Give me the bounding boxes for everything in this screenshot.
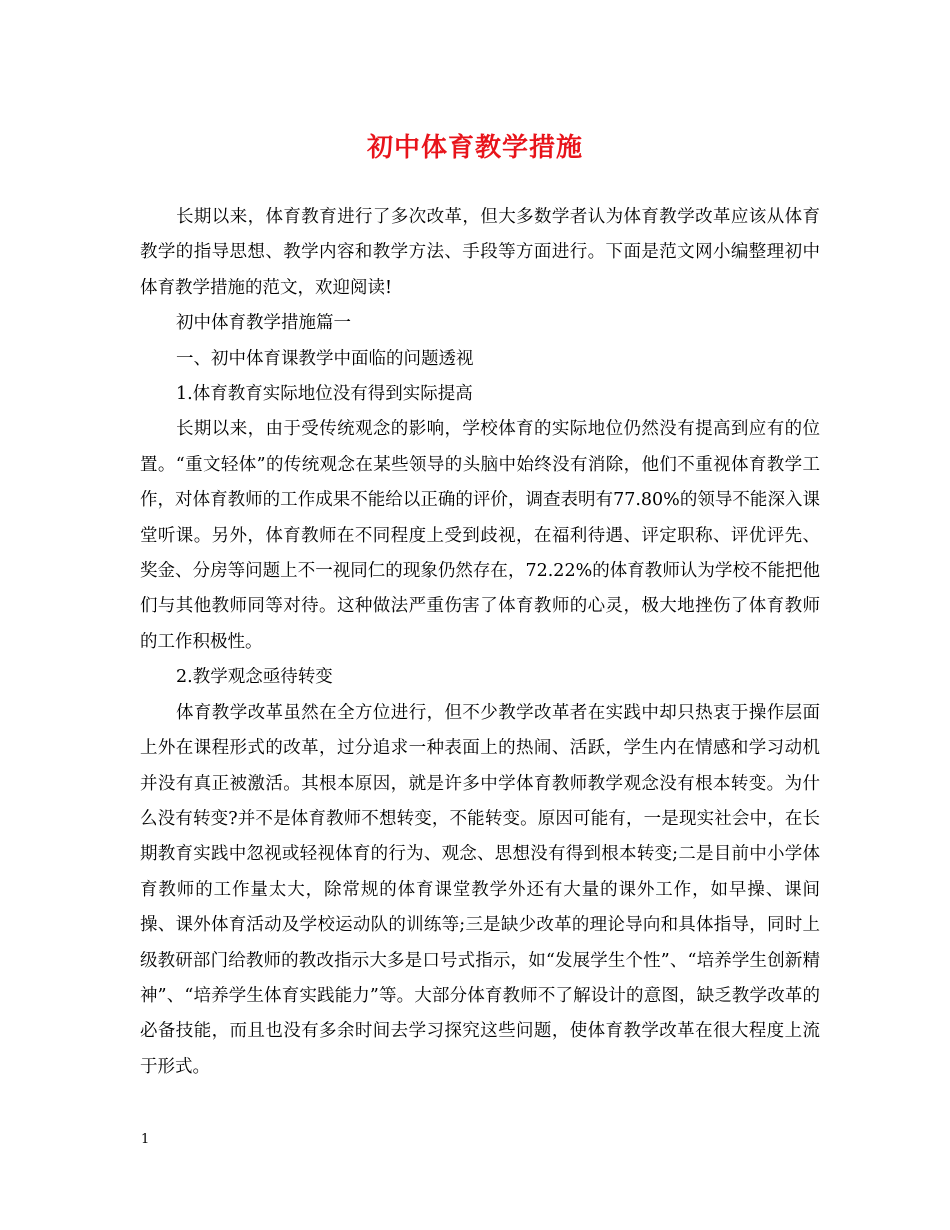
point-heading-1: 1.体育教育实际地位没有得到实际提高 xyxy=(176,384,473,405)
point-heading-2: 2.教学观念亟待转变 xyxy=(176,667,333,688)
document-title: 初中体育教学措施 xyxy=(366,133,583,163)
page-number: 1 xyxy=(141,1132,150,1147)
body-paragraph-2: 体育教学改革虽然在全方位进行，但不少教学改革者在实践中却只热衷于操作层面上外在课程形式的改革，过分追求一种表面上的热闹、活跃，学生内在情感和学习动机并没有真正被激活。其根本原因，就是许多中学体育教师教学观念没有根本转变。为什么没有转变?并不是体育教师不想转变，不能转变。原因可能有，一是现实社会中，在长期教育实践中忽视或轻视体育的行为、观念、思想没有得到根本转变;二是目前中小学体育教师的工作量太大，除常规的体育课堂教学外还有大量的课外工作，如早操、课间操、课外体育活动及学校运动队的训练等;三是缺少改革的理论导向和具体指导，同时上级教研部门给教师的教改指示大多是口号式指示，如“发展学生个性”、“培养学生创新精神”、“培养学生体育实践能力”等。大部分体育教师不了解设计的意图，缺乏教学改革的必备技能，而且也没有多余时间去学习探究这些问题，使体育教学改革在很大程度上流于形式。 xyxy=(140,702,820,1077)
section-heading: 初中体育教学措施篇一 xyxy=(176,313,351,334)
subsection-heading: 一、初中体育课教学中面临的问题透视 xyxy=(176,348,474,369)
intro-paragraph: 长期以来，体育教育进行了多次改革，但大多数学者认为体育教学改革应该从体育教学的指导思想、教学内容和教学方法、手段等方面进行。下面是范文网小编整理初中体育教学措施的范文，欢迎阅读! xyxy=(140,207,820,298)
body-paragraph-1: 长期以来，由于受传统观念的影响，学校体育的实际地位仍然没有提高到应有的位置。“重文轻体”的传统观念在某些领导的头脑中始终没有消除，他们不重视体育教学工作，对体育教师的工作成果不能给以正确的评价，调查表明有77.80%的领导不能深入课堂听课。另外，体育教师在不同程度上受到歧视，在福利待遇、评定职称、评优评先、奖金、分房等问题上不一视同仁的现象仍然存在，72.22%的体育教师认为学校不能把他们与其他教师同等对待。这种做法严重伤害了体育教师的心灵，极大地挫伤了体育教师的工作积极性。 xyxy=(140,419,820,652)
document-body xyxy=(140,200,820,1085)
